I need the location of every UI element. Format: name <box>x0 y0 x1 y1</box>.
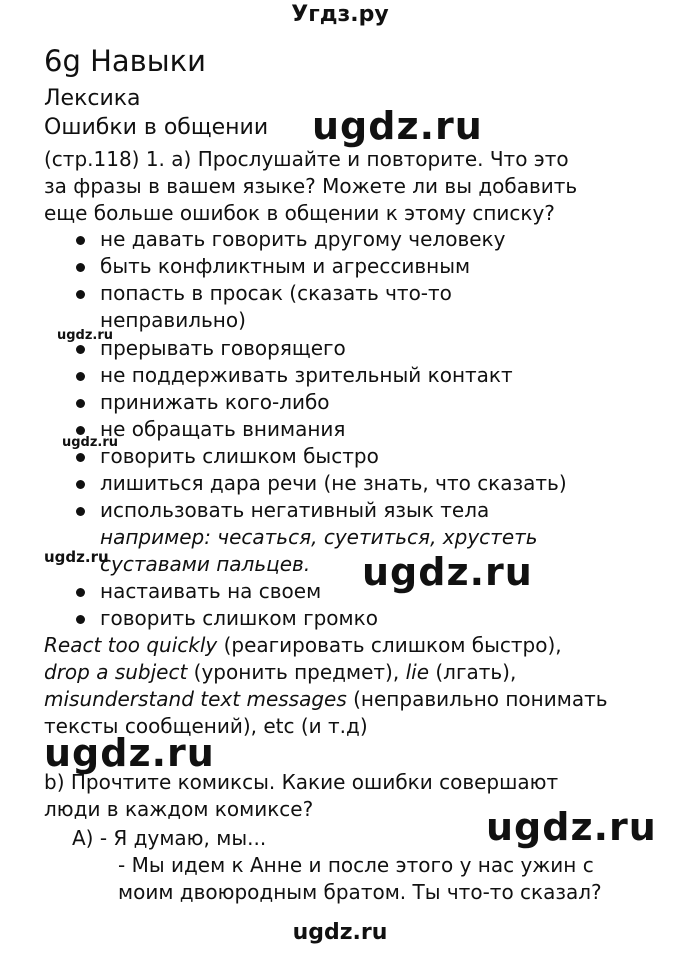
comic-a-line: моим двоюродным братом. Ты что-то сказал? <box>118 880 602 904</box>
site-header: Угдз.ру <box>291 2 389 27</box>
bullet-dot <box>76 588 85 597</box>
list-item: говорить слишком громко <box>100 606 378 630</box>
bullet-dot <box>76 263 85 272</box>
task-b-line: b) Прочтите комиксы. Какие ошибки совершают <box>44 770 559 794</box>
phrase-line <box>44 633 562 657</box>
phrase-translation: (реагировать слишком быстро), <box>217 633 562 657</box>
list-item-continuation: неправильно) <box>100 308 246 332</box>
bullet-dot <box>76 615 85 624</box>
watermark: ugdz.ru <box>57 328 114 343</box>
watermark: ugdz.ru <box>312 104 483 148</box>
example-text: например: чесаться, суетиться, хрустеть <box>100 525 538 549</box>
phrase-english: drop a subject <box>44 660 188 684</box>
task-a-line: еще больше ошибок в общении к этому списку? <box>44 201 555 225</box>
bullet-dot <box>76 426 85 435</box>
watermark: ugdz.ru <box>486 805 657 849</box>
bullet-dot <box>76 372 85 381</box>
bullet-dot <box>76 345 85 354</box>
bullet-dot <box>76 236 85 245</box>
list-item: лишиться дара речи (не знать, что сказать) <box>100 471 567 495</box>
section-subtitle: Лексика <box>44 86 141 111</box>
task-b-line: люди в каждом комиксе? <box>44 797 314 821</box>
watermark: ugdz.ru <box>44 548 109 566</box>
list-item: попасть в просак (сказать что-то <box>100 281 452 305</box>
phrase-line <box>44 660 516 684</box>
bullet-dot <box>76 453 85 462</box>
phrase-english: React too quickly <box>44 633 218 657</box>
phrase-english: lie <box>405 660 429 684</box>
section-heading: Ошибки в общении <box>44 115 269 140</box>
phrase-line: тексты сообщений), etc (и т.д) <box>44 714 368 738</box>
list-item: использовать негативный язык тела <box>100 498 490 522</box>
bullet-dot <box>76 480 85 489</box>
comic-a-line: - Мы идем к Анне и после этого у нас ужин с <box>118 853 594 877</box>
phrase-english: misunderstand text messages <box>44 687 347 711</box>
example-text: суставами пальцев. <box>100 552 311 576</box>
watermark: ugdz.ru <box>44 731 215 775</box>
list-item: не обращать внимания <box>100 417 346 441</box>
comic-a-line <box>72 826 266 850</box>
phrase-translation: (лгать), <box>429 660 517 684</box>
phrase-translation: (уронить предмет), <box>187 660 406 684</box>
page-title: 6g Навыки <box>44 44 207 78</box>
comic-speech: - Я думаю, мы... <box>93 826 267 850</box>
list-item: не поддерживать зрительный контакт <box>100 363 513 387</box>
list-item: прерывать говорящего <box>100 336 346 360</box>
watermark: ugdz.ru <box>362 550 533 594</box>
comic-label: A) <box>72 826 94 850</box>
list-item: не давать говорить другому человеку <box>100 227 506 251</box>
list-item: говорить слишком быстро <box>100 444 379 468</box>
task-a-line: (стр.118) 1. a) Прослушайте и повторите. Что это <box>44 147 569 171</box>
task-a-line: за фразы в вашем языке? Можете ли вы добавить <box>44 174 578 198</box>
site-footer: ugdz.ru <box>292 920 388 945</box>
list-item: принижать кого-либо <box>100 390 330 414</box>
watermark: ugdz.ru <box>62 435 119 450</box>
list-item: настаивать на своем <box>100 579 322 603</box>
bullet-dot <box>76 290 85 299</box>
bullet-dot <box>76 507 85 516</box>
list-item: быть конфликтным и агрессивным <box>100 254 471 278</box>
phrase-translation: (неправильно понимать <box>346 687 608 711</box>
phrase-line <box>44 687 608 711</box>
bullet-dot <box>76 399 85 408</box>
